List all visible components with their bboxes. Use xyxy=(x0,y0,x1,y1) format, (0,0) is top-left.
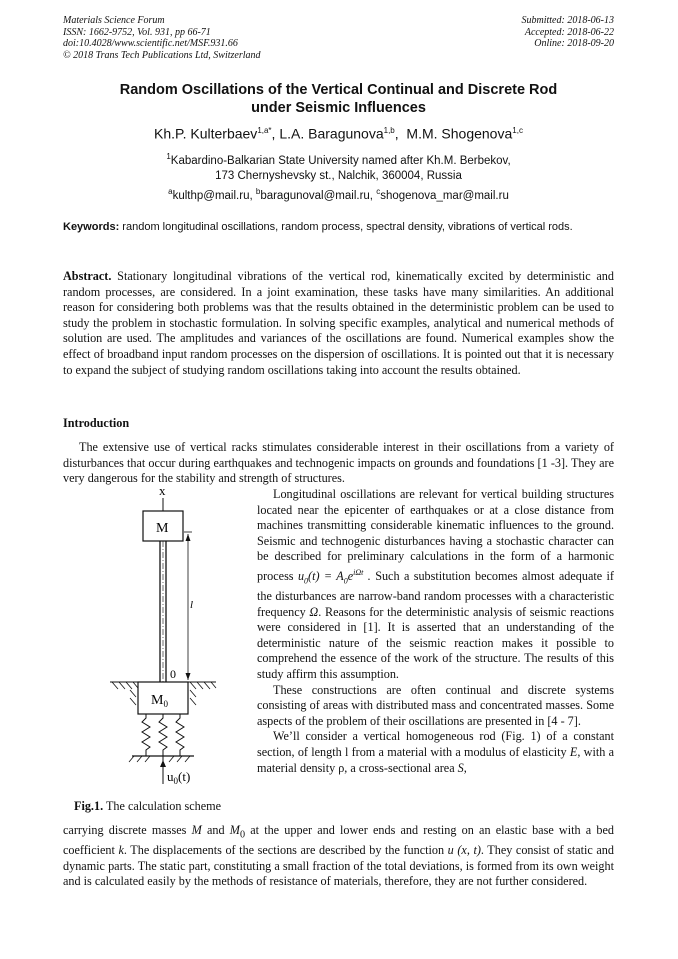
affiliation xyxy=(63,149,614,185)
email-c[interactable]: shogenova_mar@mail.ru xyxy=(380,189,509,202)
title-line-1: Random Oscillations of the Vertical Continual and Discrete Rod xyxy=(119,82,558,98)
formula-u: u xyxy=(297,569,305,584)
p2-text-b: Such a substitution becomes almost adequate if the disturbances are narrow-band random processes with a characteristic frequency xyxy=(257,569,614,619)
issn-line: ISSN: 1662-9752, Vol. 931, pp 66-71 xyxy=(63,26,211,38)
x-axis-label: x xyxy=(159,484,166,498)
author-3-sup: 1,c xyxy=(512,126,523,135)
bottom-mass-sub: 0 xyxy=(163,699,168,709)
paper-title xyxy=(63,82,614,117)
author-1: Kh.P. Kulterbaev xyxy=(154,125,258,142)
formula-a-sub: 0 xyxy=(343,576,348,586)
symbol-k: k xyxy=(118,843,124,858)
p2-text-c: . Reasons for the deterministic analysis of seismic reactions were considered in [1]. It is asserted that an understanding of the deterministic nature of the seismic reaction makes it possible to comprehend the essence of the work of the structure. The results of this study affirm this assumption. xyxy=(257,604,614,682)
calculation-scheme-figure xyxy=(98,484,248,794)
symbol-M0: M xyxy=(229,823,240,837)
author-list: Kh.P. Kulterbaev$^{1,a*}$, L.A. Baragunova$^{1,b}$, M.M. Shogenova$^{1,c}$ xyxy=(154,125,523,142)
email-a[interactable]: kulthp@mail.ru xyxy=(172,189,250,202)
formula-t: (t) = A xyxy=(308,569,344,584)
length-label: l xyxy=(190,599,194,611)
affiliation-line-2: 173 Chernyshevsky st., Nalchik, 360004, Russia xyxy=(215,170,462,183)
keywords xyxy=(63,220,614,235)
symbol-u-x-t: u (x, t) xyxy=(447,843,481,858)
p4-text-c: , xyxy=(463,760,467,775)
author-2: L.A. Baragunova xyxy=(279,125,384,142)
base-hatch xyxy=(129,756,190,762)
author-2-sup: 1,b xyxy=(383,126,395,135)
excitation-sub: 0 xyxy=(173,776,178,786)
symbol-E: E xyxy=(569,745,578,759)
top-mass-label: M xyxy=(156,521,169,536)
p5-text-b: and xyxy=(201,823,230,837)
formula-e: e xyxy=(347,569,354,584)
intro-paragraph-3: These constructions are often continual and discrete systems consisting of areas with distributed mass and concentrated masses. Some aspects of the problem of their oscillations are presented in [4 - 7]. xyxy=(257,682,614,728)
symbol-S: S xyxy=(457,760,464,775)
formula-e-sup: iΩt xyxy=(353,567,364,577)
formula-u-sub: 0 xyxy=(304,576,309,586)
symbol-M0-sub: 0 xyxy=(239,829,246,841)
p5-text-c: at the upper and lower ends and resting on an elastic base with a bed coefficient xyxy=(63,823,614,858)
excitation-label xyxy=(167,769,190,786)
excitation-arrow xyxy=(160,760,166,767)
abstract xyxy=(63,269,614,378)
email-c-sup: c xyxy=(376,187,381,196)
accepted-date: Accepted: 2018-06-22 xyxy=(524,26,614,38)
symbol-M: M xyxy=(191,823,202,837)
p5-text-d: . The displacements of the sections are described by the function xyxy=(123,843,448,858)
p5-text-e: . They consist of static and dynamic parts. The static part, constituting a small fraction of the total deviations, is formed from its own weight and is calculated easily by the methods of resistance of materials, therefore, they are not further considered. xyxy=(63,843,614,889)
p2-text-a: Longitudinal oscillations are relevant for vertical building structures located near the epicenter of earthquakes or at a close distance from machines transmitting considerable kinematic influences to the ground. Seismic and technogenic disturbances having a stochastic character can be described for preliminary calculations in the form of a harmonic process xyxy=(257,487,614,584)
ground-right-hatch xyxy=(190,682,216,689)
affiliation-line-1: Kabardino-Balkarian State University named after Kh.M. Berbekov, xyxy=(170,154,511,167)
intro-paragraph-2 xyxy=(257,487,614,683)
author-emails: $^a$kulthp@mail.ru, $^b$baragunoval@mail.ru, $^c$shogenova_mar@mail.ru xyxy=(168,187,509,202)
intro-paragraph-5 xyxy=(63,823,614,890)
submitted-date: Submitted: 2018-06-13 xyxy=(521,15,614,26)
omega-symbol: Ω xyxy=(309,604,319,619)
journal-name: Materials Science Forum xyxy=(63,15,165,26)
formula-end: . xyxy=(363,569,371,584)
author-3: M.M. Shogenova xyxy=(406,125,513,142)
dim-arrow-up xyxy=(186,534,191,541)
abstract-text: Stationary longitudinal vibrations of the vertical rod, kinematically excited by deterministic and random processes, are considered. In a joint examination, these tasks have many similarities. An additional reason for considering both problems was that the results obtained in the deterministic problem can be used to study the problem in stochastic formulation. In solving specific examples, analytical and numerical methods of solution are used. The amplitudes and variances of the oscillations are found. Numerical examples show the effect of broadband input random processes on the dispersion of oscillations. It is pointed out that it is necessary to expand the subject of studying random oscillations taking into account the results obtained. xyxy=(63,269,614,377)
author-1-sup: 1,a* xyxy=(257,126,272,135)
title-line-2: under Seismic Influences xyxy=(251,99,426,116)
abstract-label: Abstract. xyxy=(63,269,112,283)
online-date: Online: 2018-09-20 xyxy=(534,38,614,49)
origin-label: 0 xyxy=(170,667,176,681)
elastic-base-springs xyxy=(142,714,184,756)
copyright-line: © 2018 Trans Tech Publications Ltd, Switzerland xyxy=(63,49,261,61)
excitation-u: u xyxy=(167,769,174,784)
dim-arrow-down xyxy=(186,673,191,680)
figure-caption xyxy=(74,799,221,814)
intro-right-column xyxy=(257,487,614,776)
email-a-sup: a xyxy=(168,187,173,196)
section-heading-introduction: Introduction xyxy=(63,416,130,430)
keywords-text: random longitudinal oscillations, random process, spectral density, vibrations of vertical rods. xyxy=(119,221,573,233)
intro-paragraph-1: The extensive use of vertical racks stimulates considerable interest in their oscillations from a variety of disturbances that occur during earthquakes and technogenic impacts on grounds and foundations [1 -3]. They are very dangerous for the stability and strength of structures. xyxy=(63,440,614,486)
email-b-sup: b xyxy=(255,187,261,196)
doi-line: doi:10.4028/www.scientific.net/MSF.931.66 xyxy=(63,38,238,49)
p5-text-a: carrying discrete masses xyxy=(63,823,192,837)
intro-paragraph-4 xyxy=(257,729,614,776)
excitation-t: (t) xyxy=(178,769,191,784)
bottom-mass-M: M xyxy=(151,693,164,708)
dates-header xyxy=(522,15,615,50)
harmonic-formula xyxy=(297,567,371,586)
ground-left-hatch xyxy=(112,682,138,689)
keywords-label: Keywords: xyxy=(63,221,120,233)
p4-text-a: We’ll consider a vertical homogeneous rod (Fig. 1) of a constant section, of length l from a material with a modulus of elasticity xyxy=(257,729,614,759)
affiliation-sup: 1 xyxy=(166,152,171,161)
figure-caption-text: The calculation scheme xyxy=(103,799,222,813)
p4-text-b: , with a material density ρ, a cross-sectional area xyxy=(257,745,614,775)
figure-caption-label: Fig.1. xyxy=(74,799,104,813)
email-b[interactable]: baragunoval@mail.ru xyxy=(260,189,370,202)
journal-header xyxy=(63,15,261,61)
